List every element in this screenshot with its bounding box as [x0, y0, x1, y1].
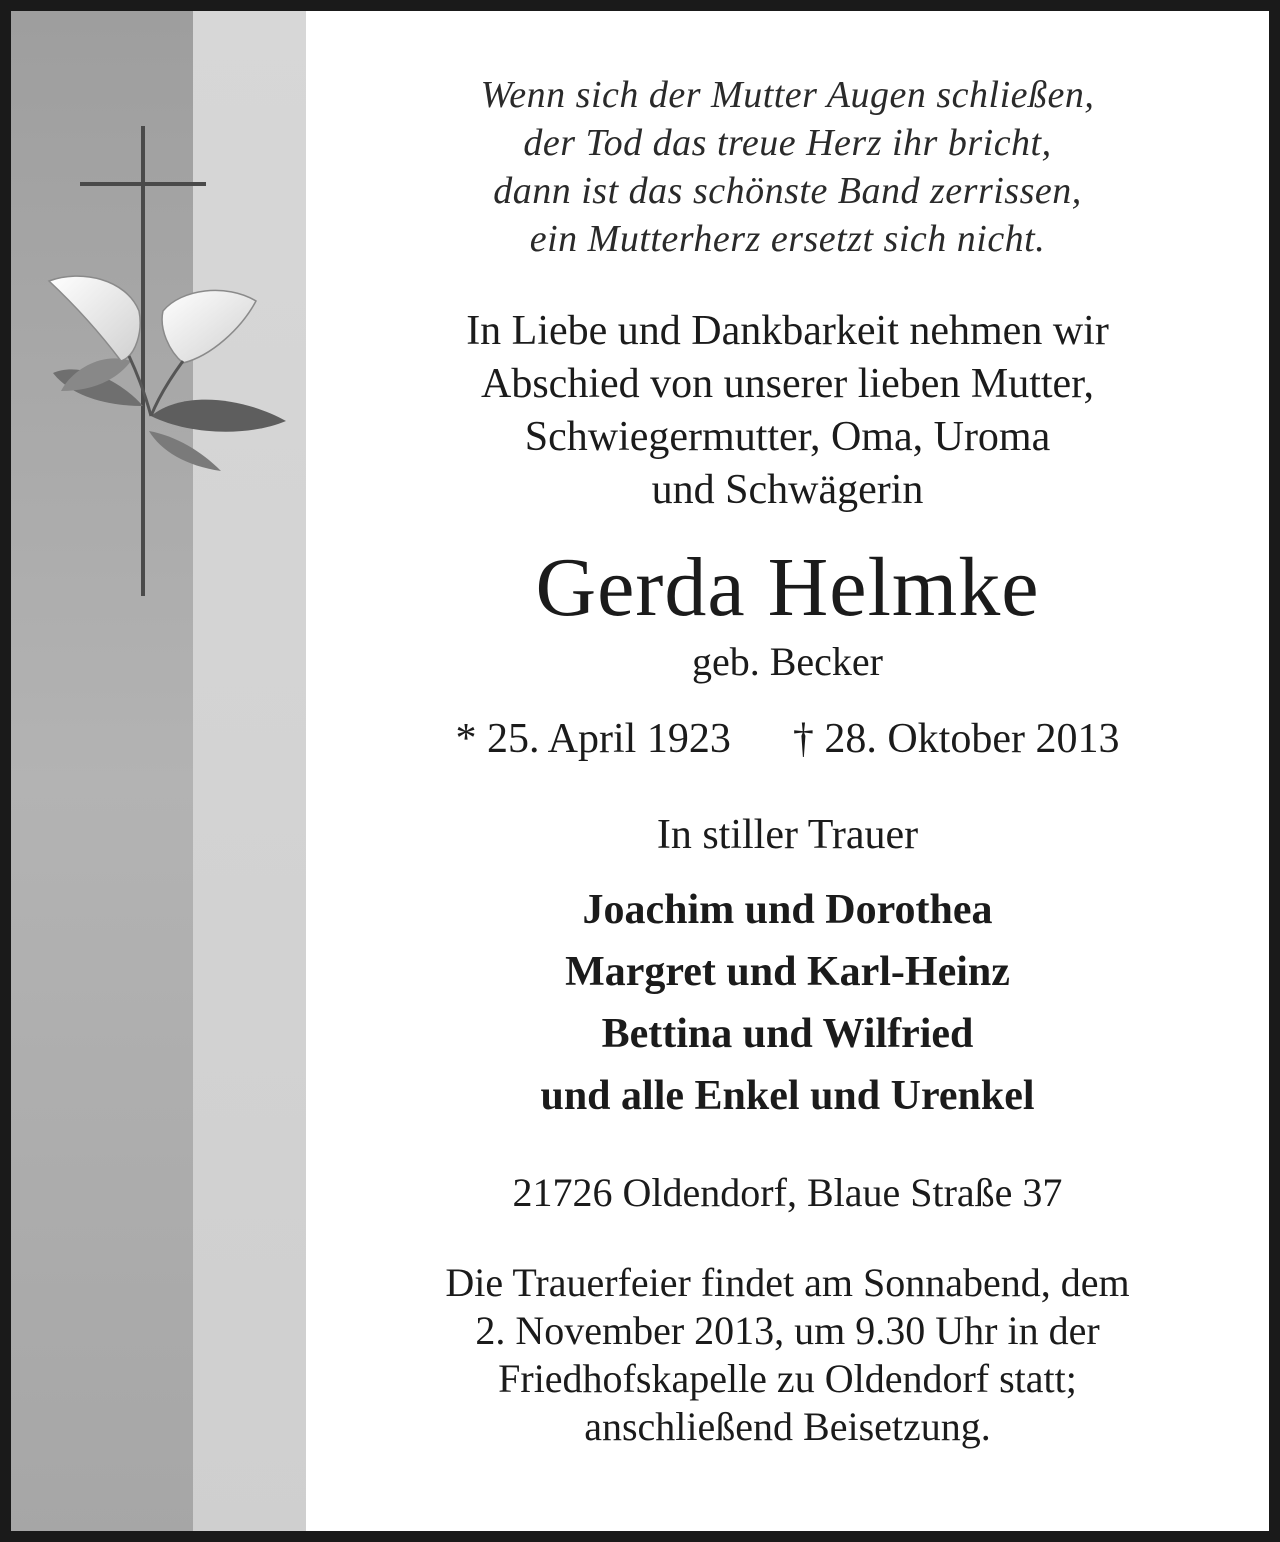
poem-line: der Tod das treue Herz ihr bricht,: [523, 122, 1052, 164]
decorative-side-panel: [11, 11, 306, 1531]
intro-line: In Liebe und Dankbarkeit nehmen wir: [466, 308, 1109, 354]
service-line: Friedhofskapelle zu Oldendorf statt;: [498, 1356, 1077, 1401]
mourner-line: Joachim und Dorothea: [582, 887, 993, 933]
intro-line: Abschied von unserer lieben Mutter,: [481, 361, 1094, 407]
service-line: anschließend Beisetzung.: [584, 1404, 991, 1449]
mourners-list: [306, 879, 1269, 1127]
farewell-intro: [306, 305, 1269, 517]
mourner-line: Bettina und Wilfried: [601, 1011, 974, 1057]
life-dates: [306, 713, 1269, 765]
birth-date: * 25. April 1923: [455, 716, 731, 762]
mourning-label: In stiller Trauer: [656, 812, 919, 858]
service-line: 2. November 2013, um 9.30 Uhr in der: [475, 1308, 1100, 1353]
intro-line: Schwiegermutter, Oma, Uroma: [524, 414, 1051, 460]
intro-line: und Schwägerin: [651, 467, 924, 513]
maiden-name: geb. Becker: [691, 639, 883, 684]
mourner-line: und alle Enkel und Urenkel: [540, 1073, 1035, 1119]
poem-line: ein Mutterherz ersetzt sich nicht.: [529, 218, 1046, 260]
mourner-line: Margret und Karl-Heinz: [565, 949, 1010, 995]
poem-line: dann ist das schönste Band zerrissen,: [493, 170, 1082, 212]
family-address: 21726 Oldendorf, Blaue Straße 37: [512, 1170, 1063, 1215]
death-date: † 28. Oktober 2013: [792, 716, 1120, 762]
deceased-name: Gerda Helmke: [535, 541, 1040, 634]
notice-text-column: [306, 11, 1269, 1531]
poem-line: Wenn sich der Mutter Augen schließen,: [480, 74, 1095, 116]
service-line: Die Trauerfeier findet am Sonnabend, dem: [445, 1260, 1130, 1305]
cross-and-lily-decoration: [11, 11, 306, 1542]
memorial-poem: [306, 71, 1269, 263]
funeral-service-info: [306, 1259, 1269, 1451]
